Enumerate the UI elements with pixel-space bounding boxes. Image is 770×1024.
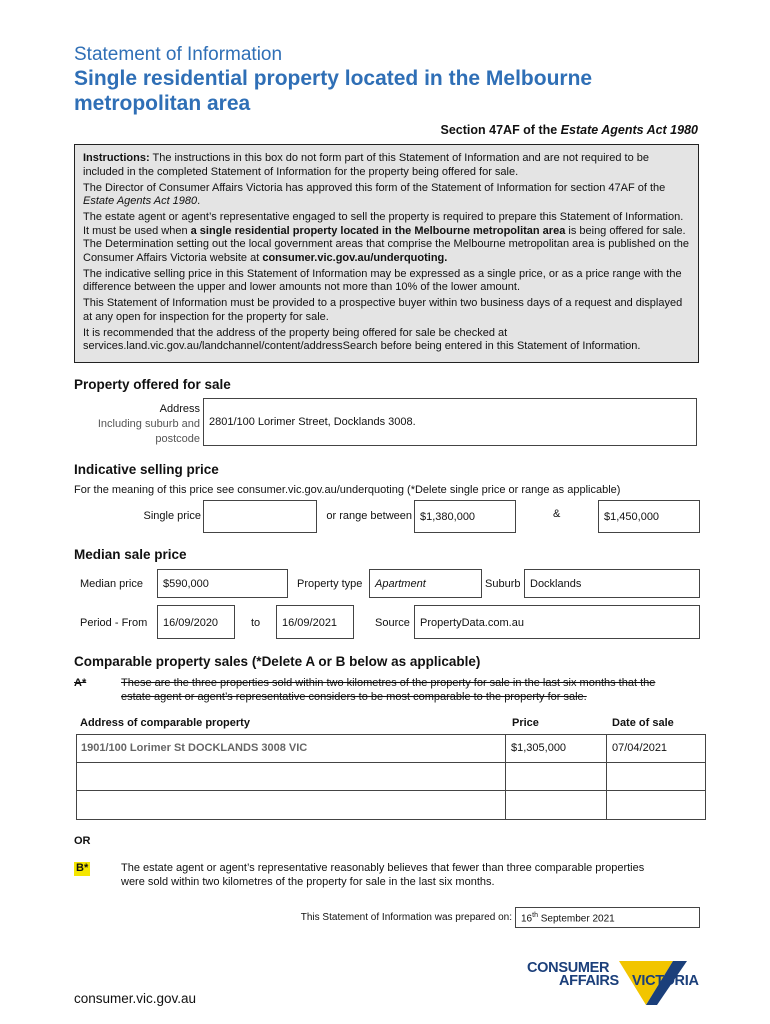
period-from-field[interactable]: 16/09/2020 bbox=[157, 605, 235, 639]
range-low-field[interactable]: $1,380,000 bbox=[414, 500, 516, 533]
comparable-row-1-date[interactable]: 07/04/2021 bbox=[612, 742, 668, 754]
col-date-header: Date of sale bbox=[612, 717, 674, 729]
period-to-label: to bbox=[251, 617, 261, 629]
option-b-label: B* bbox=[76, 862, 89, 874]
address-field[interactable]: 2801/100 Lorimer Street, Docklands 3008. bbox=[203, 398, 697, 446]
single-price-field[interactable] bbox=[203, 500, 317, 533]
median-heading: Median sale price bbox=[74, 547, 187, 562]
suburb-field[interactable]: Docklands bbox=[524, 569, 700, 598]
single-price-label: Single price bbox=[143, 510, 201, 522]
source-field[interactable]: PropertyData.com.au bbox=[414, 605, 700, 639]
col-address-header: Address of comparable property bbox=[80, 717, 250, 729]
option-a-label: A* bbox=[74, 677, 87, 689]
title-line-1: Single residential property located in the Melbourne bbox=[74, 67, 593, 90]
period-to-field[interactable]: 16/09/2021 bbox=[276, 605, 354, 639]
instructions-p2: The Director of Consumer Affairs Victoria has approved this form of the Statement of Information for section 47AF of the Estate Agents Act 1980. bbox=[83, 181, 666, 207]
cav-logo bbox=[527, 959, 703, 1009]
option-a-text: These are the three properties sold within two kilometres of the property for sale in the last six months that the estate agent or agent’s representative considers to be most comparable to the property for sale. bbox=[121, 677, 656, 703]
table-divider bbox=[76, 790, 706, 791]
option-b-text: The estate agent or agent’s representative reasonably believes that fewer than three comparable properties were sold within two kilometres of the property for sale in the last six months. bbox=[121, 862, 645, 888]
instructions-p5: This Statement of Information must be provided to a prospective buyer within two business days of a request and displayed at any open for inspection for the property for sale. bbox=[83, 297, 683, 323]
instructions-p6: It is recommended that the address of the property being offered for sale be checked at services.land.vic.gov.au/landchannel/content/addressSearch before being entered in this Statement of Information. bbox=[83, 326, 641, 352]
instructions-box bbox=[74, 144, 699, 363]
section-reference: Section 47AF of the Estate Agents Act 1980 bbox=[440, 123, 698, 137]
suburb-label: Suburb bbox=[485, 578, 521, 590]
prepared-label: This Statement of Information was prepared on: bbox=[300, 912, 512, 923]
property-heading: Property offered for sale bbox=[74, 377, 231, 392]
indicative-note: For the meaning of this price see consumer.vic.gov.au/underquoting (*Delete single price or range as applicable) bbox=[74, 484, 621, 496]
col-price-header: Price bbox=[512, 717, 539, 729]
document-kicker: Statement of Information bbox=[74, 44, 283, 65]
document-title bbox=[74, 66, 592, 116]
instructions-p1: Instructions: The instructions in this box do not form part of this Statement of Information and are not required to be included in the completed Statement of Information for the property being offered for sale. bbox=[83, 152, 649, 178]
table-divider bbox=[505, 734, 506, 820]
source-label: Source bbox=[375, 617, 410, 629]
underquoting-link[interactable]: consumer.vic.gov.au/underquoting. bbox=[262, 251, 448, 264]
comparable-row-1-price[interactable]: $1,305,000 bbox=[511, 742, 567, 754]
range-ampersand: & bbox=[553, 508, 561, 520]
prepared-date-field[interactable]: 16th September 2021 bbox=[515, 907, 700, 928]
logo-affairs-text: AFFAIRS bbox=[559, 973, 619, 989]
footer-url[interactable]: consumer.vic.gov.au bbox=[74, 991, 197, 1006]
table-divider bbox=[606, 734, 607, 820]
title-line-2: metropolitan area bbox=[74, 92, 251, 115]
table-divider bbox=[76, 762, 706, 763]
property-type-label: Property type bbox=[297, 578, 363, 590]
act-name: Estate Agents Act 1980 bbox=[560, 123, 698, 137]
range-label: or range between bbox=[326, 510, 412, 522]
period-from-label: Period - From bbox=[80, 617, 148, 629]
instructions-p3: The estate agent or agent’s representative engaged to sell the property is required to prepare this Statement of Information. It must be used when a single residential property located in the Melbourne metropolitan area is being offered for sale. The Determination setting out the local government areas that comprise the Melbourne metropolitan area is published on the Consumer Affairs Victoria website at consumer.vic.gov.au/underquoting. bbox=[83, 211, 689, 264]
logo-victoria-text: VICTORIA bbox=[632, 973, 699, 989]
range-high-field[interactable]: $1,450,000 bbox=[598, 500, 700, 533]
comparable-row-1-address[interactable]: 1901/100 Lorimer St DOCKLANDS 3008 VIC bbox=[81, 742, 308, 754]
comparable-heading: Comparable property sales (*Delete A or B below as applicable) bbox=[74, 654, 481, 669]
property-type-field[interactable]: Apartment bbox=[369, 569, 482, 598]
logo-consumer-text: CONSUMER bbox=[527, 960, 610, 976]
median-price-label: Median price bbox=[80, 578, 143, 590]
median-price-field[interactable]: $590,000 bbox=[157, 569, 288, 598]
instructions-p4: The indicative selling price in this Statement of Information may be expressed as a single price, or as a price range with the difference between the upper and lower amounts not more than 10% of the lower amount. bbox=[83, 267, 682, 293]
indicative-heading: Indicative selling price bbox=[74, 462, 219, 477]
address-label: Address Including suburb and postcode bbox=[97, 403, 200, 445]
or-label: OR bbox=[74, 835, 91, 847]
